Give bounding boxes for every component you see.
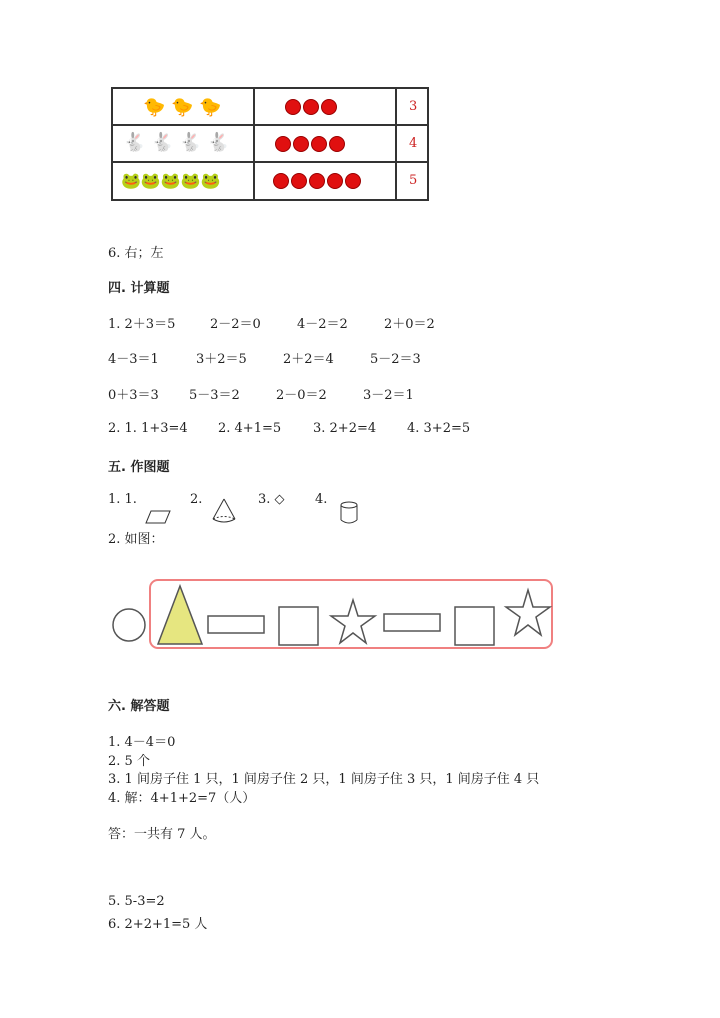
- solution-line: 1. 4－4＝0: [108, 735, 176, 750]
- count-number: 5: [409, 173, 418, 188]
- rectangle-shape: [384, 614, 440, 631]
- square-shape: [455, 607, 494, 645]
- circle-shape: [113, 609, 145, 641]
- section-title: 六. 解答题: [108, 699, 170, 714]
- draw-item: 4.: [315, 492, 328, 507]
- red-frame: [150, 580, 552, 648]
- square-shape: [279, 607, 318, 645]
- shapes-figure: [108, 576, 558, 652]
- section-title: 四. 计算题: [108, 281, 170, 296]
- triangle-shape: [158, 586, 202, 644]
- calc-item: 0＋3＝3: [108, 388, 159, 403]
- rabbit-icon: 🐇 🐇 🐇 🐇: [123, 132, 230, 153]
- count-number: 3: [409, 99, 418, 114]
- calc-item: 4. 3+2=5: [407, 421, 471, 436]
- calc-item: 4－2＝2: [297, 317, 348, 332]
- red-dots: [273, 173, 363, 193]
- calc-item: 5－3＝2: [189, 388, 240, 403]
- cylinder-icon: [338, 500, 360, 526]
- solution-line: 4. 解：4+1+2=7（人）: [108, 791, 256, 806]
- draw-item: 1. 1.: [108, 492, 137, 507]
- star-shape: [331, 600, 375, 643]
- draw-item: 2.: [190, 492, 203, 507]
- calc-item: 2. 1. 1+3=4: [108, 421, 188, 436]
- answer-line: 6. 右；左: [108, 246, 164, 261]
- table-row: [113, 89, 427, 126]
- frog-icon: 🐸🐸🐸🐸🐸: [121, 171, 221, 190]
- red-dots: [275, 136, 347, 156]
- calc-item: 3. 2+2=4: [313, 421, 377, 436]
- table-row: [113, 126, 427, 163]
- star-shape: [506, 590, 550, 635]
- solution-line: 6. 2+2+1=5 人: [108, 917, 208, 932]
- calc-item: 2＋0＝2: [384, 317, 435, 332]
- cone-icon: [211, 498, 237, 526]
- answer-line: 答：一共有 7 人。: [108, 827, 216, 842]
- solution-line: 5. 5-3=2: [108, 894, 165, 909]
- calc-item: 3＋2＝5: [196, 352, 247, 367]
- red-dots: [285, 99, 339, 119]
- count-number: 4: [409, 136, 418, 151]
- draw-item: 3. ◇: [258, 492, 285, 507]
- chick-icon: 🐤 🐤 🐤: [143, 97, 222, 118]
- calc-item: 1. 2＋3＝5: [108, 317, 176, 332]
- solution-line: 3. 1 间房子住 1 只，1 间房子住 2 只，1 间房子住 3 只，1 间房子住 4 只: [108, 772, 540, 787]
- calc-item: 2. 4+1=5: [218, 421, 282, 436]
- draw-item: 2. 如图：: [108, 532, 164, 547]
- table-row: [113, 163, 427, 200]
- section-title: 五. 作图题: [108, 460, 170, 475]
- rectangle-shape: [208, 616, 264, 633]
- calc-item: 3－2＝1: [363, 388, 414, 403]
- calc-item: 4－3＝1: [108, 352, 159, 367]
- calc-item: 2－2＝0: [210, 317, 261, 332]
- parallelogram-icon: [145, 510, 171, 524]
- counting-table: [111, 87, 429, 201]
- solution-line: 2. 5 个: [108, 754, 150, 769]
- calc-item: 2－0＝2: [276, 388, 327, 403]
- calc-item: 2＋2＝4: [283, 352, 334, 367]
- calc-item: 5－2＝3: [370, 352, 421, 367]
